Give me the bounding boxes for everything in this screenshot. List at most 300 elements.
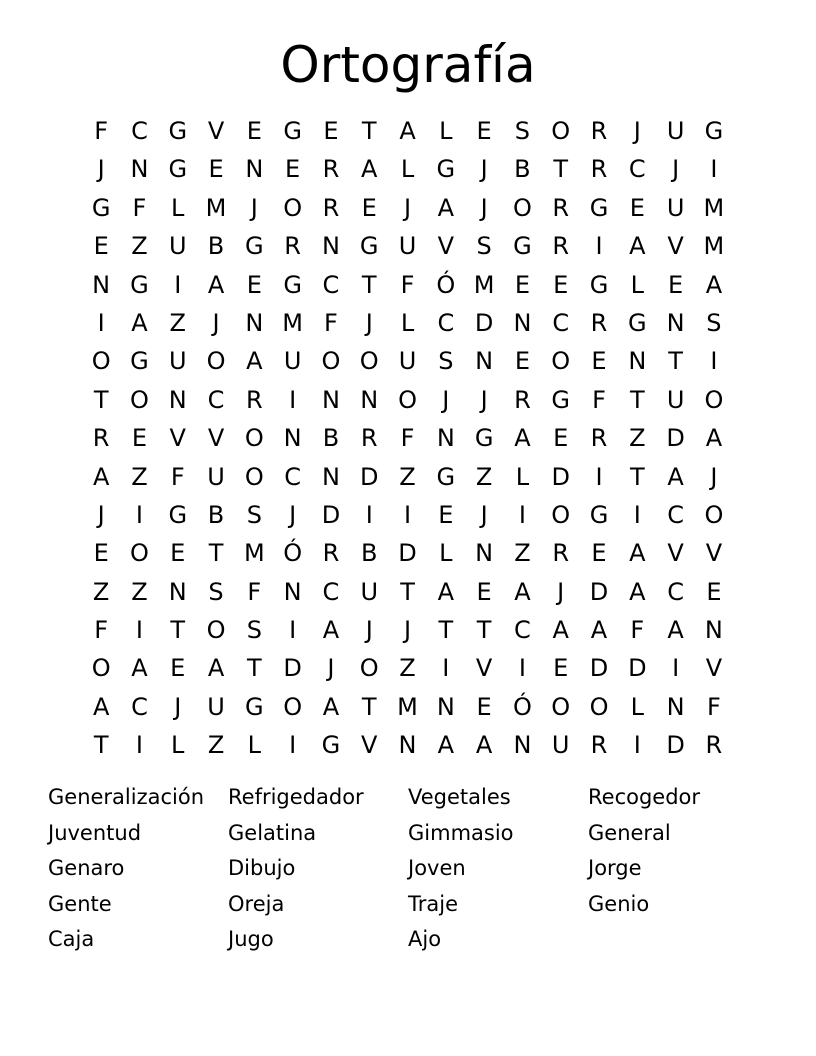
grid-cell[interactable]: E <box>476 692 492 721</box>
grid-cell[interactable]: V <box>169 424 186 453</box>
grid-cell[interactable]: A <box>590 616 608 645</box>
grid-cell[interactable]: Z <box>131 232 148 261</box>
grid-cell[interactable]: E <box>514 270 530 299</box>
grid-cell[interactable]: D <box>551 462 570 491</box>
grid-cell[interactable]: F <box>630 616 645 645</box>
grid-cell[interactable]: I <box>289 731 297 760</box>
letter-grid <box>82 112 733 765</box>
grid-cell[interactable]: T <box>170 616 186 645</box>
grid-cell[interactable]: E <box>93 232 109 261</box>
grid-cell[interactable]: M <box>473 270 495 299</box>
grid-cell[interactable]: D <box>359 462 379 491</box>
grid-cell[interactable]: R <box>322 155 340 184</box>
word-list <box>48 780 768 958</box>
grid-cell[interactable]: J <box>557 577 565 606</box>
grid-cell[interactable]: O <box>704 385 724 414</box>
grid-cell[interactable]: A <box>514 577 531 606</box>
grid-cell[interactable]: J <box>327 654 335 683</box>
grid-cell[interactable]: M <box>243 539 265 568</box>
grid-cell[interactable]: J <box>365 308 373 337</box>
grid-cell[interactable]: F <box>247 577 262 606</box>
grid-cell[interactable]: C <box>131 692 148 721</box>
grid-cell[interactable]: N <box>436 692 455 721</box>
grid-cell[interactable]: Ó <box>512 692 532 721</box>
grid-cell[interactable]: U <box>207 692 225 721</box>
word-list-item: General <box>588 820 671 845</box>
grid-cell[interactable]: U <box>168 232 187 261</box>
grid-cell[interactable]: I <box>289 616 297 645</box>
grid-cell[interactable]: U <box>283 347 302 376</box>
grid-cell[interactable]: J <box>480 193 488 222</box>
grid-cell[interactable]: T <box>629 462 645 491</box>
grid-cell[interactable]: J <box>289 500 297 529</box>
grid-cell[interactable]: A <box>514 424 531 453</box>
grid-cell[interactable]: V <box>475 654 493 683</box>
grid-cell[interactable]: E <box>668 270 684 299</box>
grid-cell[interactable]: N <box>321 385 340 414</box>
grid-cell[interactable]: J <box>174 692 182 721</box>
grid-cell[interactable]: N <box>360 385 379 414</box>
grid-cell[interactable]: G <box>130 270 149 299</box>
grid-cell[interactable]: L <box>439 539 453 568</box>
grid-cell[interactable]: J <box>480 155 488 184</box>
grid-cell[interactable]: S <box>476 232 492 261</box>
grid-cell[interactable]: D <box>589 577 609 606</box>
grid-cell[interactable]: J <box>710 462 718 491</box>
grid-cell[interactable]: I <box>97 308 105 337</box>
grid-cell[interactable]: I <box>595 232 603 261</box>
grid-cell[interactable]: G <box>321 731 341 760</box>
grid-cell[interactable]: V <box>207 117 225 145</box>
grid-cell[interactable]: R <box>590 424 608 453</box>
grid-cell[interactable]: O <box>512 193 532 222</box>
grid-cell[interactable]: Z <box>475 462 493 491</box>
grid-cell[interactable]: I <box>135 731 143 760</box>
grid-cell[interactable]: A <box>437 577 455 606</box>
grid-cell[interactable]: N <box>130 155 149 184</box>
grid-cell[interactable]: I <box>672 654 680 683</box>
grid-cell[interactable]: J <box>403 616 412 645</box>
grid-cell[interactable]: O <box>130 539 149 568</box>
grid-cell[interactable]: U <box>551 731 570 760</box>
grid-cell[interactable]: D <box>398 539 417 568</box>
grid-cell[interactable]: A <box>399 117 416 145</box>
grid-cell[interactable]: E <box>208 155 224 184</box>
grid-cell[interactable]: C <box>552 308 570 337</box>
grid-cell[interactable]: F <box>324 308 338 337</box>
grid-cell[interactable]: Z <box>169 308 186 337</box>
grid-cell[interactable]: O <box>551 117 571 145</box>
word-list-item: Vegetales <box>408 785 511 809</box>
grid-cell[interactable]: E <box>170 654 186 683</box>
grid-cell[interactable]: G <box>513 232 532 261</box>
grid-cell[interactable]: E <box>629 193 645 222</box>
grid-cell[interactable]: A <box>552 616 569 645</box>
grid-cell[interactable]: O <box>589 692 609 721</box>
grid-cell[interactable]: A <box>475 731 493 760</box>
grid-cell[interactable]: C <box>437 308 455 337</box>
grid-cell[interactable]: J <box>97 155 105 184</box>
grid-cell[interactable]: G <box>130 347 149 376</box>
grid-cell[interactable]: C <box>667 500 684 529</box>
grid-cell[interactable]: U <box>666 385 685 414</box>
grid-cell[interactable]: G <box>551 385 571 414</box>
grid-cell[interactable]: R <box>284 232 301 261</box>
grid-cell[interactable]: A <box>207 270 225 299</box>
grid-cell[interactable]: L <box>515 462 530 491</box>
grid-cell[interactable]: V <box>361 731 378 760</box>
grid-cell[interactable]: Z <box>629 424 646 453</box>
grid-cell[interactable]: I <box>633 731 641 760</box>
word-list-item: Juventud <box>48 820 142 845</box>
grid-cell[interactable]: I <box>595 462 603 491</box>
grid-cell[interactable]: O <box>359 347 379 376</box>
grid-cell[interactable]: V <box>207 424 225 453</box>
grid-cell[interactable]: A <box>629 577 646 606</box>
grid-cell[interactable]: T <box>400 577 415 606</box>
grid-cell[interactable]: N <box>666 308 685 337</box>
grid-cell[interactable]: O <box>321 347 341 376</box>
word-list-item: Recogedor <box>588 785 701 809</box>
grid-cell[interactable]: O <box>244 462 264 491</box>
grid-cell[interactable]: T <box>361 270 377 299</box>
grid-cell[interactable]: N <box>92 270 111 299</box>
grid-cell[interactable]: A <box>705 270 723 299</box>
grid-cell[interactable]: N <box>321 462 340 491</box>
grid-cell[interactable]: U <box>398 347 417 376</box>
grid-cell[interactable]: L <box>171 731 185 760</box>
grid-cell[interactable]: A <box>131 654 148 683</box>
grid-cell[interactable]: I <box>135 500 143 529</box>
grid-cell[interactable]: E <box>246 270 262 299</box>
grid-cell[interactable]: C <box>514 616 531 645</box>
grid-cell[interactable]: U <box>207 462 225 491</box>
grid-cell[interactable]: A <box>92 692 110 721</box>
grid-cell[interactable]: F <box>592 385 606 414</box>
grid-cell[interactable]: N <box>475 347 494 376</box>
grid-cell[interactable]: G <box>168 500 188 529</box>
grid-cell[interactable]: N <box>245 155 264 184</box>
grid-cell[interactable]: D <box>628 654 647 683</box>
grid-cell[interactable]: E <box>591 539 607 568</box>
grid-cell[interactable]: E <box>323 117 339 145</box>
grid-cell[interactable]: G <box>628 308 647 337</box>
grid-cell[interactable]: O <box>551 692 571 721</box>
grid-cell[interactable]: N <box>245 308 264 337</box>
grid-cell[interactable]: J <box>212 308 220 337</box>
grid-cell[interactable]: E <box>246 117 262 145</box>
grid-cell[interactable]: E <box>514 347 530 376</box>
grid-cell[interactable]: I <box>633 500 641 529</box>
grid-cell[interactable]: Z <box>207 731 225 760</box>
grid-cell[interactable]: J <box>97 500 105 529</box>
grid-cell[interactable]: J <box>633 117 641 145</box>
word-list-item: Genio <box>588 891 650 916</box>
grid-cell[interactable]: N <box>168 385 187 414</box>
grid-cell[interactable]: O <box>359 654 379 683</box>
grid-cell[interactable]: N <box>283 577 302 606</box>
grid-cell[interactable]: F <box>170 462 185 491</box>
grid-cell[interactable]: O <box>206 616 226 645</box>
grid-cell[interactable]: N <box>168 577 187 606</box>
grid-cell[interactable]: J <box>480 500 488 529</box>
grid-cell[interactable]: O <box>91 654 111 683</box>
grid-cell[interactable]: A <box>705 424 723 453</box>
grid-cell[interactable]: S <box>514 117 531 145</box>
grid-cell[interactable]: O <box>244 424 264 453</box>
grid-cell[interactable]: R <box>590 308 608 337</box>
grid-cell[interactable]: F <box>400 424 415 453</box>
grid-cell[interactable]: S <box>706 308 722 337</box>
grid-cell[interactable]: L <box>439 117 453 145</box>
word-list-item: Genaro <box>48 856 125 880</box>
grid-cell[interactable]: I <box>442 654 450 683</box>
grid-cell[interactable]: V <box>437 232 455 261</box>
grid-cell[interactable]: N <box>321 232 340 261</box>
grid-cell[interactable]: Z <box>92 577 110 606</box>
grid-cell[interactable]: S <box>208 577 224 606</box>
word-list-item: Generalización <box>48 785 205 809</box>
grid-cell[interactable]: A <box>361 155 378 184</box>
grid-cell[interactable]: G <box>359 232 379 261</box>
grid-cell[interactable]: C <box>628 155 646 184</box>
grid-cell[interactable]: F <box>706 692 721 721</box>
grid-cell[interactable]: N <box>628 347 647 376</box>
grid-cell[interactable]: A <box>437 731 455 760</box>
grid-cell[interactable]: L <box>630 270 644 299</box>
grid-cell[interactable]: M <box>397 692 418 721</box>
grid-cell[interactable]: A <box>131 308 148 337</box>
grid-cell[interactable]: J <box>250 193 258 222</box>
grid-cell[interactable]: N <box>513 308 532 337</box>
grid-cell[interactable]: D <box>666 424 685 453</box>
grid-cell[interactable]: R <box>514 385 531 414</box>
grid-cell[interactable]: J <box>442 385 450 414</box>
grid-cell[interactable]: M <box>703 232 725 261</box>
grid-cell[interactable]: D <box>666 731 685 760</box>
grid-cell[interactable]: B <box>207 500 225 529</box>
grid-cell[interactable]: D <box>321 500 341 529</box>
grid-cell[interactable]: E <box>553 654 569 683</box>
grid-cell[interactable]: S <box>246 616 262 645</box>
grid-cell[interactable]: F <box>400 270 415 299</box>
grid-cell[interactable]: F <box>132 193 147 222</box>
grid-cell[interactable]: A <box>92 462 110 491</box>
grid-cell[interactable]: L <box>400 308 415 337</box>
grid-cell[interactable]: R <box>705 731 723 760</box>
grid-cell[interactable]: R <box>552 539 570 568</box>
word-list-item: Joven <box>408 856 466 880</box>
grid-cell[interactable]: A <box>629 539 646 568</box>
grid-cell[interactable]: L <box>630 692 644 721</box>
grid-cell[interactable]: D <box>474 308 494 337</box>
grid-cell[interactable]: T <box>208 539 224 568</box>
grid-cell[interactable]: O <box>130 385 149 414</box>
grid-cell[interactable]: E <box>131 424 148 453</box>
grid-cell[interactable]: T <box>553 155 569 184</box>
grid-cell[interactable]: E <box>476 117 492 145</box>
grid-cell[interactable]: C <box>322 577 340 606</box>
grid-cell[interactable]: C <box>667 577 684 606</box>
grid-cell[interactable]: T <box>668 347 683 376</box>
grid-cell[interactable]: N <box>704 616 723 645</box>
grid-cell[interactable]: I <box>289 385 297 414</box>
grid-cell[interactable]: T <box>629 385 645 414</box>
grid-cell[interactable]: N <box>666 692 685 721</box>
grid-cell[interactable]: G <box>283 270 302 299</box>
grid-cell[interactable]: I <box>518 654 526 683</box>
grid-cell[interactable]: D <box>589 654 609 683</box>
grid-cell[interactable]: O <box>283 692 303 721</box>
grid-cell[interactable]: N <box>513 731 532 760</box>
grid-cell[interactable]: T <box>247 654 262 683</box>
grid-cell[interactable]: A <box>667 462 684 491</box>
grid-cell[interactable]: U <box>360 577 379 606</box>
grid-cell[interactable]: A <box>322 692 340 721</box>
grid-cell[interactable]: Z <box>399 654 416 683</box>
grid-cell[interactable]: G <box>245 232 264 261</box>
grid-cell[interactable]: U <box>666 193 685 222</box>
grid-cell[interactable]: G <box>474 424 494 453</box>
grid-cell[interactable]: R <box>92 424 110 453</box>
grid-cell[interactable]: U <box>666 117 685 145</box>
grid-cell[interactable]: J <box>403 193 412 222</box>
grid-cell[interactable]: L <box>400 155 415 184</box>
grid-cell[interactable]: O <box>551 500 571 529</box>
grid-cell[interactable]: R <box>360 424 378 453</box>
grid-cell[interactable]: O <box>91 347 111 376</box>
grid-cell[interactable]: E <box>553 424 569 453</box>
grid-cell[interactable]: Z <box>131 577 148 606</box>
grid-cell[interactable]: U <box>168 347 187 376</box>
grid-cell[interactable]: B <box>360 539 378 568</box>
grid-cell[interactable]: C <box>207 385 225 414</box>
grid-cell[interactable]: M <box>205 193 227 222</box>
grid-cell[interactable]: M <box>703 193 725 222</box>
grid-cell[interactable]: E <box>476 577 492 606</box>
grid-cell[interactable]: F <box>94 117 109 145</box>
grid-cell[interactable]: Ó <box>283 539 303 568</box>
grid-cell[interactable]: G <box>283 117 302 145</box>
grid-cell[interactable]: J <box>480 385 488 414</box>
grid-cell[interactable]: R <box>552 193 570 222</box>
grid-cell[interactable]: R <box>590 155 608 184</box>
grid-cell[interactable]: V <box>667 539 684 568</box>
grid-cell[interactable]: F <box>94 616 109 645</box>
grid-cell[interactable]: N <box>398 731 417 760</box>
grid-cell[interactable]: C <box>284 462 302 491</box>
grid-cell[interactable]: G <box>245 692 264 721</box>
grid-cell[interactable]: O <box>283 193 303 222</box>
grid-cell[interactable]: G <box>436 462 456 491</box>
grid-cell[interactable]: B <box>322 424 340 453</box>
grid-cell[interactable]: D <box>283 654 302 683</box>
grid-cell[interactable]: V <box>705 654 723 683</box>
grid-cell[interactable]: E <box>438 500 454 529</box>
grid-cell[interactable]: J <box>365 616 373 645</box>
grid-cell[interactable]: G <box>168 117 188 145</box>
grid-cell[interactable]: R <box>245 385 263 414</box>
grid-cell[interactable]: I <box>518 500 526 529</box>
grid-cell[interactable]: T <box>438 616 454 645</box>
grid-cell[interactable]: M <box>282 308 303 337</box>
grid-cell[interactable]: Z <box>131 462 148 491</box>
grid-cell[interactable]: A <box>629 232 646 261</box>
grid-cell[interactable]: G <box>589 500 609 529</box>
grid-cell[interactable]: I <box>174 270 182 299</box>
grid-cell[interactable]: I <box>710 155 718 184</box>
grid-cell[interactable]: Z <box>399 462 416 491</box>
grid-cell[interactable]: O <box>398 385 417 414</box>
grid-cell[interactable]: R <box>322 539 340 568</box>
grid-cell[interactable]: E <box>706 577 722 606</box>
grid-cell[interactable]: V <box>667 232 684 261</box>
grid-cell[interactable]: I <box>135 616 143 645</box>
grid-cell[interactable]: Z <box>514 539 531 568</box>
grid-cell[interactable]: A <box>437 193 455 222</box>
grid-cell[interactable]: G <box>436 155 456 184</box>
grid-cell[interactable]: G <box>589 270 609 299</box>
grid-cell[interactable]: V <box>705 539 723 568</box>
grid-cell[interactable]: E <box>170 539 186 568</box>
grid-cell[interactable]: O <box>206 347 226 376</box>
grid-cell[interactable]: B <box>514 155 531 184</box>
word-list-item: Gente <box>48 891 112 916</box>
grid-cell[interactable]: Ó <box>436 270 456 299</box>
grid-cell[interactable]: N <box>436 424 455 453</box>
grid-cell[interactable]: E <box>361 193 377 222</box>
grid-cell[interactable]: T <box>93 731 109 760</box>
grid-cell[interactable]: I <box>365 500 373 529</box>
grid-cell[interactable]: A <box>246 347 263 376</box>
grid-cell[interactable]: T <box>361 692 377 721</box>
grid-cell[interactable]: C <box>322 270 340 299</box>
grid-cell[interactable]: A <box>667 616 684 645</box>
grid-cell[interactable]: I <box>403 500 412 529</box>
grid-cell[interactable]: N <box>283 424 302 453</box>
grid-cell[interactable]: E <box>285 155 301 184</box>
grid-cell[interactable]: R <box>590 731 608 760</box>
grid-cell[interactable]: G <box>91 193 111 222</box>
grid-cell[interactable]: E <box>553 270 569 299</box>
grid-cell[interactable]: A <box>207 654 225 683</box>
grid-cell[interactable]: E <box>591 347 607 376</box>
grid-cell[interactable]: T <box>93 385 109 414</box>
grid-cell[interactable]: G <box>704 117 724 145</box>
grid-cell[interactable]: L <box>247 731 262 760</box>
grid-cell[interactable]: L <box>171 193 185 222</box>
grid-cell[interactable]: U <box>398 232 417 261</box>
grid-cell[interactable]: R <box>322 193 340 222</box>
grid-cell[interactable]: T <box>361 117 377 145</box>
grid-cell[interactable]: G <box>168 155 188 184</box>
grid-cell[interactable]: O <box>704 500 724 529</box>
grid-cell[interactable]: N <box>475 539 494 568</box>
grid-cell[interactable]: O <box>551 347 571 376</box>
grid-cell[interactable]: G <box>589 193 609 222</box>
grid-cell[interactable]: S <box>246 500 262 529</box>
grid-cell[interactable]: S <box>438 347 454 376</box>
grid-cell[interactable]: T <box>476 616 492 645</box>
grid-cell[interactable]: B <box>207 232 225 261</box>
grid-cell[interactable]: R <box>590 117 608 145</box>
grid-cell[interactable]: E <box>93 539 109 568</box>
grid-cell[interactable]: C <box>131 117 148 145</box>
grid-cell[interactable]: J <box>672 155 680 184</box>
grid-cell[interactable]: A <box>322 616 340 645</box>
grid-cell[interactable]: R <box>552 232 570 261</box>
grid-cell[interactable]: I <box>710 347 718 376</box>
